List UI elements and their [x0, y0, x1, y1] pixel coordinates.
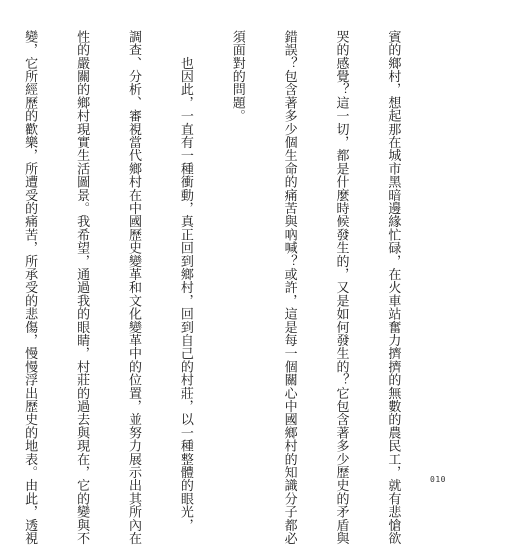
vertical-text-body — [22, 30, 436, 545]
text-line: 也因此，一直有一種衝動，真正回到鄉村，回到自己的村莊，以一種整體的眼光， — [177, 30, 193, 532]
text-line: 哭的感覺？這一切，都是什麼時候發生的，又是如何發生的？它包含著多少歷史的矛盾與 — [333, 30, 349, 545]
text-line: 調查、分析、審視當代鄉村在中國歷史變革和文化變革中的位置，並努力展示出其所內在 — [125, 30, 141, 545]
text-line: 賓的鄉村，想起那在城市黑暗邊緣忙碌，在火車站奮力擠擠的無數的農民工，就有悲愴欲 — [385, 30, 401, 545]
page-number: 010 — [430, 475, 446, 484]
text-line: 錯誤？包含著多少個生命的痛苦與吶喊？或許，這是每一個關心中國鄉村的知識分子都必 — [281, 30, 297, 545]
text-line: 性的嚴關的鄉村現實生活圖景。我希望，通過我的眼睛，村莊的過去與現在，它的變與不 — [74, 30, 90, 545]
text-line: 變，它所經歷的歡樂，所遭受的痛苦，所承受的悲傷，慢慢浮出歷史的地表。由此，透視 — [22, 30, 38, 545]
text-line: 須面對的問題。 — [229, 30, 245, 123]
